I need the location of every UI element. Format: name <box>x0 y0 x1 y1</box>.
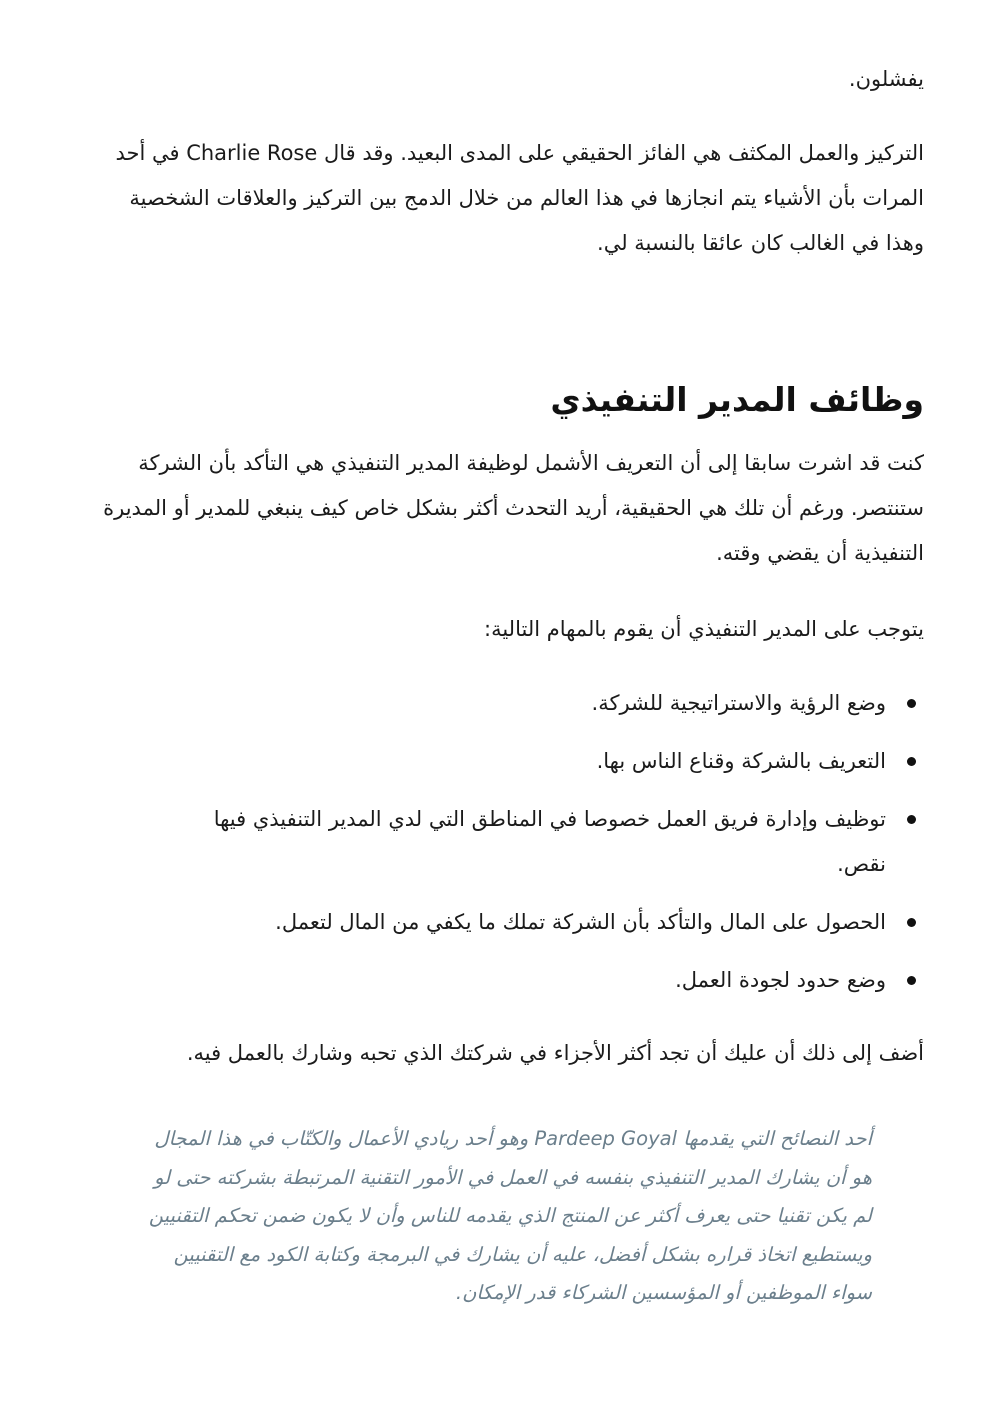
person-name-charlie-rose: Charlie Rose <box>186 141 318 165</box>
list-item <box>94 900 924 945</box>
list-item-text: الحصول على المال والتأكد بأن الشركة تملك ما يكفي من المال لتعمل. <box>275 910 886 934</box>
bullet-icon <box>907 699 916 708</box>
list-item <box>94 739 924 784</box>
quote-text-before: أحد النصائح التي يقدمها <box>676 1127 872 1150</box>
list-item <box>94 681 924 726</box>
paragraph-text-after: في أحد المرات بأن الأشياء يتم انجازها في هذا العالم من خلال الدمج بين التركيز والعلاقات الشخصية وهذا في الغالب كان عائقا بالنسبة لي. <box>115 141 924 255</box>
list-item <box>186 797 924 887</box>
blockquote-pardeep-goyal <box>142 1120 872 1313</box>
paragraph-intro: كنت قد اشرت سابقا إلى أن التعريف الأشمل لوظيفة المدير التنفيذي هي التأكد بأن الشركة ستنتصر. ورغم أن تلك هي الحقيقية، أريد التحدث أكثر بشكل خاص كيف ينبغي للمدير أو المديرة التنفيذية أن يقضي وقته. <box>103 451 924 565</box>
quote-text-after: وهو أحد ريادي الأعمال والكتّاب في هذا المجال هو أن يشارك المدير التنفيذي بنفسه في العمل في الأمور التقنية المرتبطة بشركته حتى لو لم يكن تقنيا حتى يعرف أكثر عن المنتج الذي يقدمه للناس وأن لا يكون ضمن تحكم التقنيين ويستطيع اتخاذ قراره بشكل أفضل، عليه أن يشارك في البرمجة وكتابة الكود مع التقنيين سواء الموظفين أو المؤسسين الشركاء قدر الإمكان. <box>148 1127 872 1304</box>
paragraph-charlie-rose <box>94 131 924 266</box>
list-item-text: التعريف بالشركة وقناع الناس بها. <box>596 749 886 773</box>
list-item-text: وضع حدود لجودة العمل. <box>675 968 886 992</box>
list-item-text: وضع الرؤية والاستراتيجية للشركة. <box>591 691 886 715</box>
list-item <box>94 958 924 1003</box>
person-name-pardeep-goyal: Pardeep Goyal <box>534 1127 677 1150</box>
list-item-text: توظيف وإدارة فريق العمل خصوصا في المناطق التي لدي المدير التنفيذي فيها نقص. <box>213 807 886 876</box>
bullet-icon <box>907 918 916 927</box>
paragraph-fail <box>94 57 924 102</box>
paragraph-text-before: التركيز والعمل المكثف هي الفائز الحقيقي على المدى البعيد. وقد قال <box>317 141 924 165</box>
bullet-icon <box>907 815 916 824</box>
bullet-icon <box>907 757 916 766</box>
paragraph-tasks-lead: يتوجب على المدير التنفيذي أن يقوم بالمهام التالية: <box>484 617 924 641</box>
bullet-icon <box>907 976 916 985</box>
paragraph-text: يفشلون. <box>848 67 924 91</box>
paragraph-add: أضف إلى ذلك أن عليك أن تجد أكثر الأجزاء في شركتك الذي تحبه وشارك بالعمل فيه. <box>186 1041 924 1065</box>
ceo-task-list <box>94 681 924 1003</box>
section-heading-ceo-functions: وظائف المدير التنفيذي <box>550 380 924 419</box>
